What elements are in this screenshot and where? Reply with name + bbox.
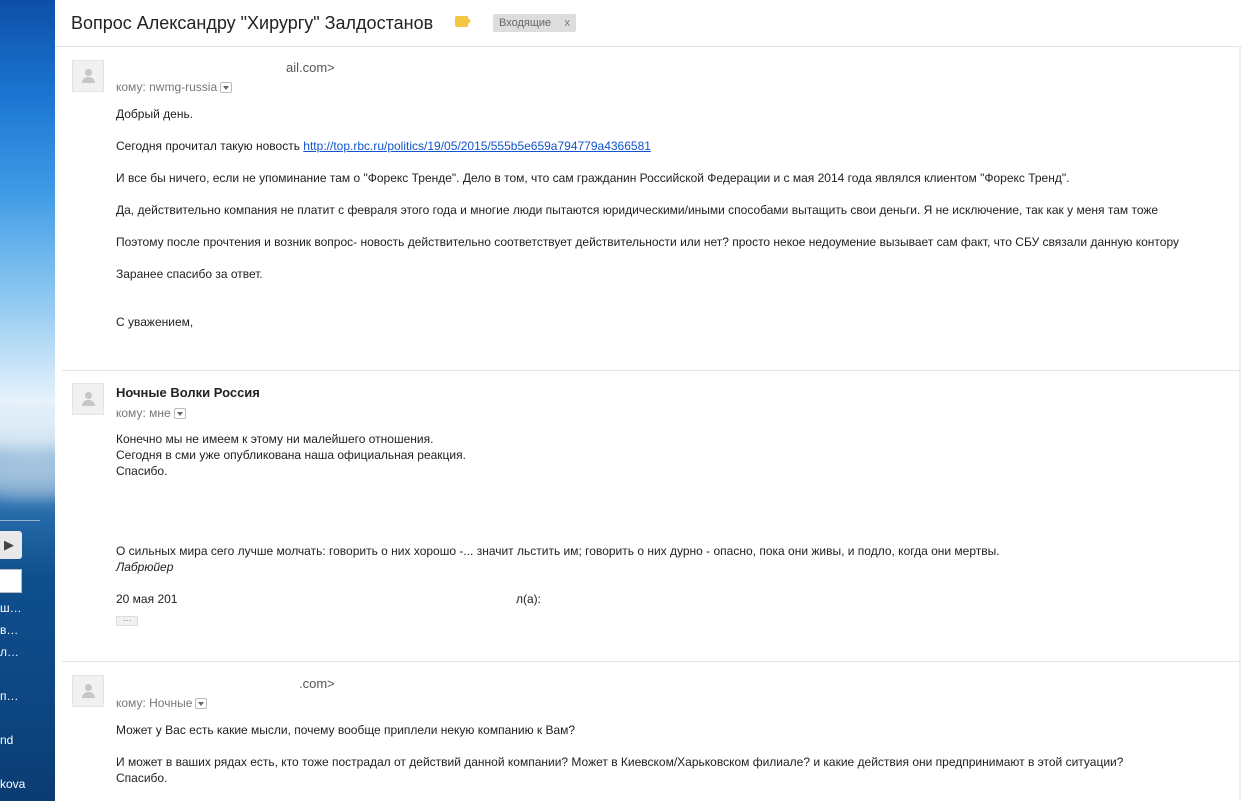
chat-contact[interactable]: в… bbox=[0, 623, 19, 637]
chat-search-input[interactable] bbox=[0, 569, 22, 593]
remove-label-icon[interactable]: x bbox=[564, 17, 570, 29]
chat-contact[interactable]: ш… bbox=[0, 601, 22, 615]
sender-email: .com> bbox=[299, 676, 335, 691]
recipient-line: кому: Ночные bbox=[116, 696, 207, 710]
redaction bbox=[114, 47, 285, 77]
message-1 bbox=[62, 47, 1241, 370]
label-icon[interactable] bbox=[455, 16, 471, 27]
details-dropdown-icon[interactable] bbox=[174, 408, 186, 419]
details-dropdown-icon[interactable] bbox=[195, 698, 207, 709]
body-line: Спасибо. bbox=[116, 771, 168, 785]
thread-header bbox=[55, 0, 1241, 47]
body-line: Добрый день. bbox=[116, 107, 194, 121]
body-line: Да, действительно компания не платит с февраля этого года и многие люди пытаются юридическими/иными способами вытащить свои деньги. Я не исключение, так как у меня там тоже bbox=[116, 203, 1159, 217]
details-dropdown-icon[interactable] bbox=[220, 82, 232, 93]
label-chip-inbox[interactable] bbox=[493, 14, 576, 32]
body-line: И все бы ничего, если не упоминание там о "Форекс Тренде". Дело в том, что сам гражданин Российской Федерации и с мая 2014 года являлся клиентом "Форекс Тренд". bbox=[116, 171, 1070, 185]
chat-contact[interactable]: п… bbox=[0, 689, 19, 703]
body-line: Сегодня в сми уже опубликована наша официальная реакция. bbox=[116, 448, 466, 462]
body-line: Может у Вас есть какие мысли, почему вообще приплели некую компанию к Вам? bbox=[116, 723, 576, 737]
body-line: Сегодня прочитал такую новость http://top.rbc.ru/politics/19/05/2015/555b5e659a794779a4366581 bbox=[116, 139, 651, 153]
sender-name[interactable]: Ночные Волки Россия bbox=[116, 385, 260, 400]
chat-contact[interactable]: kova bbox=[0, 777, 26, 791]
sidebar-divider bbox=[0, 520, 40, 521]
message-3 bbox=[62, 662, 1241, 801]
label-chip-text: Входящие bbox=[499, 17, 552, 29]
body-line: Поэтому после прочтения и возник вопрос- новость действительно соответствует действительности или нет? просто некое недоумение вызывает сам факт, что СБУ связали данную контору bbox=[116, 235, 1179, 249]
thread-subject: Вопрос Александру "Хирургу" Залдостанов bbox=[71, 13, 434, 33]
body-line: Спасибо. bbox=[116, 464, 168, 478]
sender-email: ail.com> bbox=[286, 60, 335, 75]
avatar-icon[interactable] bbox=[72, 60, 104, 92]
left-sidebar bbox=[0, 0, 55, 801]
body-line: Заранее спасибо за ответ. bbox=[116, 267, 263, 281]
chat-contact[interactable]: л… bbox=[0, 645, 20, 659]
quoted-header-date: 20 мая 201 bbox=[116, 592, 178, 606]
background-wave bbox=[0, 460, 55, 500]
redaction bbox=[114, 668, 298, 694]
news-link[interactable]: http://top.rbc.ru/politics/19/05/2015/555b5e659a794779a4366581 bbox=[303, 139, 651, 153]
chat-contact[interactable]: nd bbox=[0, 733, 14, 747]
message-2 bbox=[62, 371, 1241, 661]
recipient-line: кому: мне bbox=[116, 406, 186, 420]
video-call-icon[interactable]: ▶ bbox=[0, 531, 22, 559]
show-trimmed-content-button[interactable]: ··· bbox=[116, 616, 138, 626]
background-wave bbox=[0, 410, 55, 450]
body-line: Конечно мы не имеем к этому ни малейшего отношения. bbox=[116, 432, 434, 446]
avatar-icon[interactable] bbox=[72, 383, 104, 415]
body-line: И может в ваших рядах есть, кто тоже пострадал от действий данной компании? Может в Киевском/Харьковском филиале? и какие действия они предпринимают в этой ситуации? bbox=[116, 755, 1124, 769]
quote-author: Лабрюйер bbox=[116, 560, 174, 574]
quoted-header-tail: л(а): bbox=[516, 592, 542, 606]
signature-line: С уважением, bbox=[116, 315, 194, 329]
quote-line: О сильных мира сего лучше молчать: говорить о них хорошо -... значит льстить им; говорить о них дурно - опасно, пока они живы, и подло, когда они мертвы. bbox=[116, 544, 1000, 558]
avatar-icon[interactable] bbox=[72, 675, 104, 707]
recipient-line: кому: nwmg-russia bbox=[116, 80, 232, 94]
